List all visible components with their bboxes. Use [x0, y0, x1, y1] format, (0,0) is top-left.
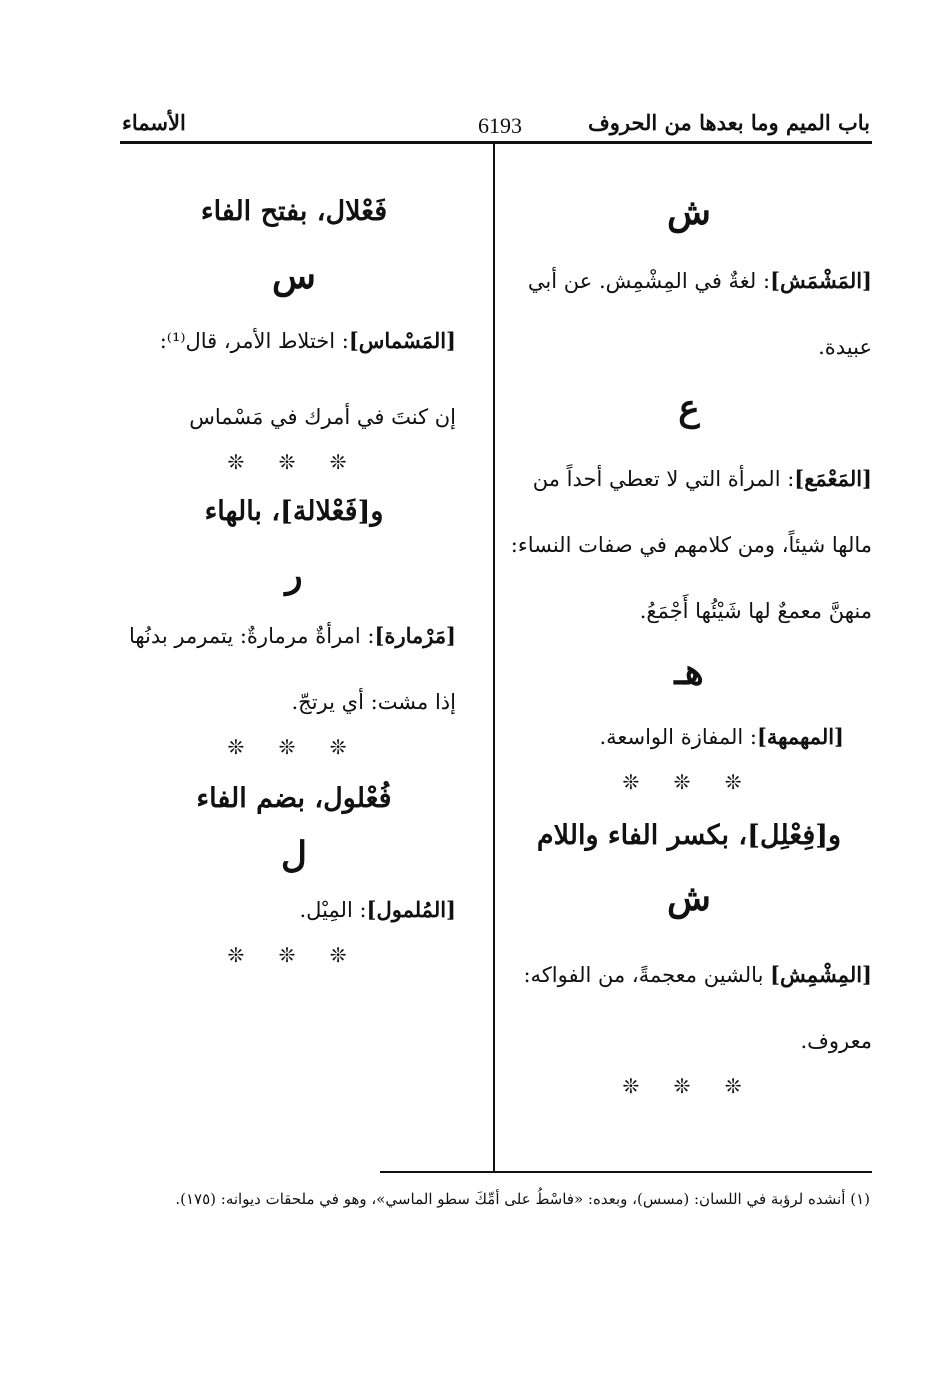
section-separator: ❊ ❊ ❊ [227, 943, 361, 968]
chapter-title: باب الميم وما بعدها من الحروف [587, 110, 870, 135]
entry-term: [المِشْمِش] [770, 962, 872, 988]
footnote: (١) أنشده لرؤبة في اللسان: (مسس)، وبعده: «فاسْطُ على أمِّكَ سطو الماسي»، وهو في ملحقات ديوانه: (١٧٥). [175, 1190, 870, 1208]
section-title: الأسماء [122, 110, 186, 135]
entry-definition: : المرأة التي لا تعطي أحداً من مالها شيئاً، ومن كلامهم في صفات النساء: منهنَّ معمعٌ لها شَيْئُها أَجْمَعُ. [510, 467, 872, 623]
section-separator: ❊ ❊ ❊ [227, 450, 361, 475]
entry-mahmaha [506, 704, 872, 770]
entry-mishmish [506, 942, 872, 1074]
letter-heading-shin: ش [667, 877, 711, 920]
entry-term: [المهمهة] [756, 724, 844, 749]
letter-heading-ha: هـ [674, 651, 704, 693]
entry-mamma [506, 446, 872, 644]
letter-heading-lam: ل [280, 834, 308, 877]
entry-term: [المَشْمَش] [770, 268, 872, 293]
left-column [110, 180, 478, 967]
entry-definition: : المفازة الواسعة. [599, 725, 757, 749]
section-separator: ❊ ❊ ❊ [622, 1074, 756, 1099]
entry-mulmul [110, 877, 478, 943]
entry-masmas [110, 308, 478, 374]
section-heading-fulul: فُعْلول، بضم الفاء [196, 782, 392, 814]
header-rule [120, 141, 872, 144]
entry-term: [مَرْمارة] [374, 622, 456, 648]
letter-heading-ra: ر [285, 553, 303, 596]
letter-heading-ain: ع [678, 387, 700, 429]
entry-term: [المَسْماس] [348, 328, 456, 354]
entry-marmara [110, 603, 478, 735]
entry-definition: بالشين معجمةً، من الفواكه: معروف. [523, 963, 872, 1054]
right-column [506, 180, 872, 1098]
letter-heading-shin: ش [667, 191, 711, 233]
section-separator: ❊ ❊ ❊ [622, 770, 756, 794]
page-number: 6193 [478, 113, 522, 138]
column-divider [493, 144, 495, 1172]
footnote-rule [380, 1171, 872, 1173]
entry-term: [المُلمول] [366, 897, 456, 923]
letter-heading-sin: س [272, 255, 316, 298]
entry-definition: : امرأةٌ مرمارةٌ: يتمرمر بدنُها إذا مشت: أي يرتجّ. [128, 623, 456, 714]
entry-definition: : لغةٌ في المِشْمِش. عن أبي عبيدة. [527, 269, 872, 359]
section-heading-falal: فَعْلال، بفتح الفاء [200, 196, 388, 227]
entry-definition: : المِيْل. [299, 898, 367, 923]
entry-mashmash [506, 248, 872, 380]
section-separator: ❊ ❊ ❊ [227, 734, 361, 759]
verse-line: إن كنتَ في أمرك في مَسْماس [189, 405, 456, 430]
section-heading-filil: و[فِعْلِل]، بكسر الفاء واللام [536, 820, 842, 851]
entry-definition: : اختلاط الأمر، قال⁽¹⁾: [159, 329, 349, 354]
section-heading-falala: و[فَعْلالة]، بالهاء [204, 496, 384, 528]
entry-term: [المَعْمَع] [794, 466, 872, 491]
